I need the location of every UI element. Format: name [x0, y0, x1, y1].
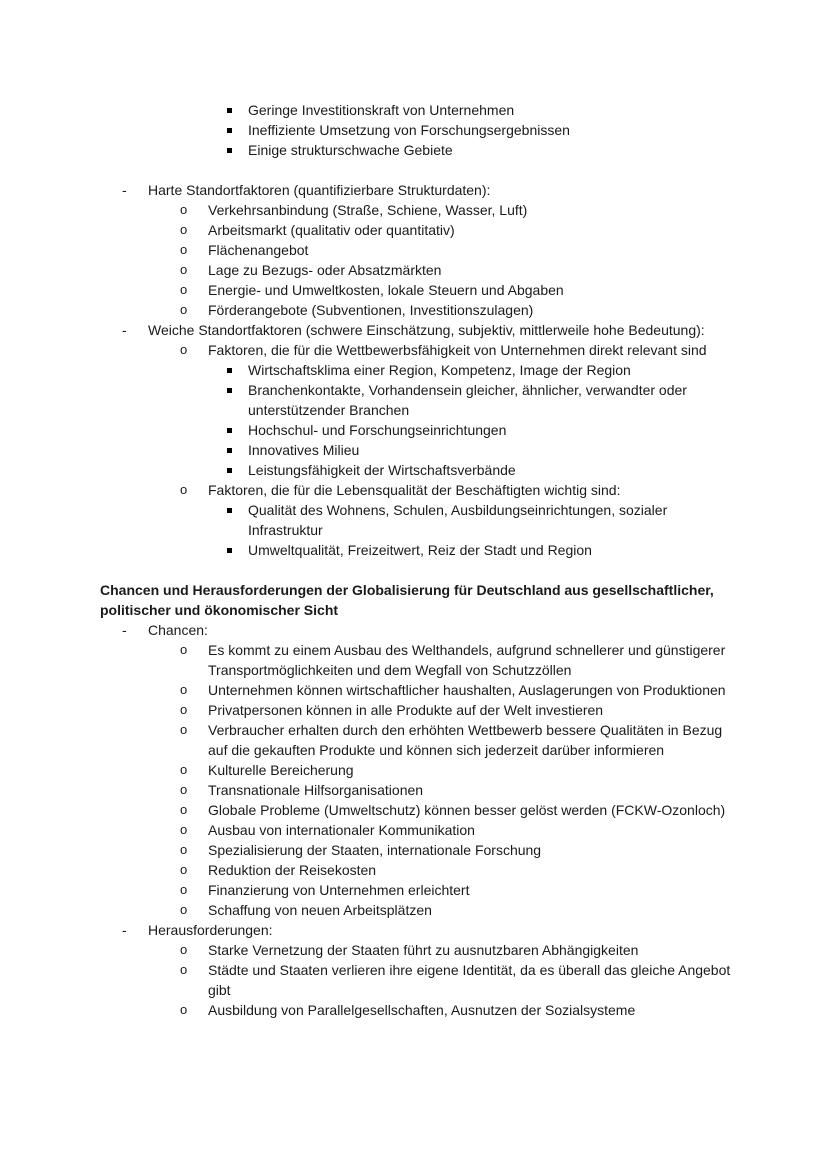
list-item	[100, 620, 740, 640]
list-item-text: Finanzierung von Unternehmen erleichtert	[208, 882, 470, 898]
list-item	[100, 940, 740, 960]
list-item-text: Branchenkontakte, Vorhandensein gleicher, ähnlicher, verwandter oder unterstützender Branchen	[248, 382, 687, 418]
list-item	[100, 240, 740, 260]
list-item	[100, 220, 740, 240]
list-item	[100, 900, 740, 920]
list-item-text: Es kommt zu einem Ausbau des Welthandels, aufgrund schnellerer und günstigerer Transportmöglichkeiten und dem Wegfall von Schutzzöllen	[208, 642, 726, 678]
paragraph-spacer	[100, 160, 740, 180]
list-item-text: Leistungsfähigkeit der Wirtschaftsverbände	[248, 462, 516, 478]
circle-bullet-icon: o	[180, 822, 188, 837]
square-bullet-icon	[227, 148, 232, 153]
list-item	[100, 300, 740, 320]
list-item-text: Unternehmen können wirtschaftlicher haushalten, Auslagerungen von Produktionen	[208, 682, 726, 698]
list-item	[100, 860, 740, 880]
list-item	[100, 760, 740, 780]
circle-bullet-icon: o	[180, 842, 188, 857]
list-item	[100, 380, 740, 420]
list-item-text: Faktoren, die für die Lebensqualität der Beschäftigten wichtig sind:	[208, 482, 621, 498]
list-item	[100, 260, 740, 280]
list-item	[100, 180, 740, 200]
list-item	[100, 500, 740, 540]
list-item-text: Städte und Staaten verlieren ihre eigene Identität, da es überall das gleiche Angebot gibt	[208, 962, 731, 998]
circle-bullet-icon: o	[180, 702, 188, 717]
circle-bullet-icon: o	[180, 302, 188, 317]
list-item	[100, 320, 740, 340]
list-item-text: Ineffiziente Umsetzung von Forschungsergebnissen	[248, 122, 570, 138]
circle-bullet-icon: o	[180, 342, 188, 357]
circle-bullet-icon: o	[180, 802, 188, 817]
list-item	[100, 540, 740, 560]
dash-bullet-icon: -	[122, 922, 127, 938]
list-item	[100, 840, 740, 860]
list-item-text: Arbeitsmarkt (qualitativ oder quantitativ)	[208, 222, 455, 238]
list-item-text: Wirtschaftsklima einer Region, Kompetenz, Image der Region	[248, 362, 631, 378]
list-item-text: Verbraucher erhalten durch den erhöhten Wettbewerb bessere Qualitäten in Bezug auf die gekauften Produkte und können sich jederzeit darüber informieren	[208, 722, 723, 758]
circle-bullet-icon: o	[180, 242, 188, 257]
circle-bullet-icon: o	[180, 282, 188, 297]
circle-bullet-icon: o	[180, 782, 188, 797]
list-item	[100, 420, 740, 440]
circle-bullet-icon: o	[180, 902, 188, 917]
list-item-text: Energie- und Umweltkosten, lokale Steuern und Abgaben	[208, 282, 564, 298]
list-item-text: Faktoren, die für die Wettbewerbsfähigkeit von Unternehmen direkt relevant sind	[208, 342, 707, 358]
list-item-text: Herausforderungen:	[148, 922, 273, 938]
list-item	[100, 440, 740, 460]
list-item	[100, 360, 740, 380]
square-bullet-icon	[227, 508, 232, 513]
list-item-text: Förderangebote (Subventionen, Investitionszulagen)	[208, 302, 534, 318]
list-item	[100, 100, 740, 120]
paragraph-spacer	[100, 560, 740, 580]
list-item	[100, 280, 740, 300]
list-item	[100, 480, 740, 500]
list-item	[100, 720, 740, 760]
list-item	[100, 1000, 740, 1020]
circle-bullet-icon: o	[180, 962, 188, 977]
dash-bullet-icon: -	[122, 322, 127, 338]
square-bullet-icon	[227, 388, 232, 393]
document-content	[100, 100, 740, 1020]
circle-bullet-icon: o	[180, 862, 188, 877]
list-item-text: Schaffung von neuen Arbeitsplätzen	[208, 902, 432, 918]
list-item-text: Ausbau von internationaler Kommunikation	[208, 822, 475, 838]
list-item	[100, 120, 740, 140]
circle-bullet-icon: o	[180, 642, 188, 657]
list-item-text: Globale Probleme (Umweltschutz) können besser gelöst werden (FCKW-Ozonloch)	[208, 802, 726, 818]
dash-bullet-icon: -	[122, 182, 127, 198]
list-item-text: Umweltqualität, Freizeitwert, Reiz der Stadt und Region	[248, 542, 592, 558]
list-item	[100, 340, 740, 360]
square-bullet-icon	[227, 428, 232, 433]
square-bullet-icon	[227, 448, 232, 453]
list-item	[100, 820, 740, 840]
circle-bullet-icon: o	[180, 482, 188, 497]
list-item-text: Verkehrsanbindung (Straße, Schiene, Wasser, Luft)	[208, 202, 528, 218]
list-item-text: Hochschul- und Forschungseinrichtungen	[248, 422, 507, 438]
list-item	[100, 200, 740, 220]
square-bullet-icon	[227, 468, 232, 473]
list-item	[100, 800, 740, 820]
list-item-text: Geringe Investitionskraft von Unternehmen	[248, 102, 515, 118]
list-item-text: Innovatives Milieu	[248, 442, 360, 458]
list-item-text: Reduktion der Reisekosten	[208, 862, 377, 878]
list-item-text: Flächenangebot	[208, 242, 309, 258]
list-item-text: Privatpersonen können in alle Produkte auf der Welt investieren	[208, 702, 604, 718]
list-item-text: Ausbildung von Parallelgesellschaften, Ausnutzen der Sozialsysteme	[208, 1002, 636, 1018]
circle-bullet-icon: o	[180, 722, 188, 737]
list-item-text: Harte Standortfaktoren (quantifizierbare Strukturdaten):	[148, 182, 491, 198]
list-item-text: Spezialisierung der Staaten, internationale Forschung	[208, 842, 542, 858]
list-item	[100, 700, 740, 720]
list-item-text: Transnationale Hilfsorganisationen	[208, 782, 424, 798]
list-item	[100, 780, 740, 800]
list-item	[100, 960, 740, 1000]
list-item	[100, 640, 740, 680]
list-item-text: Chancen:	[148, 622, 208, 638]
circle-bullet-icon: o	[180, 202, 188, 217]
circle-bullet-icon: o	[180, 942, 188, 957]
circle-bullet-icon: o	[180, 682, 188, 697]
list-item-text: Kulturelle Bereicherung	[208, 762, 354, 778]
list-item	[100, 920, 740, 940]
list-item	[100, 140, 740, 160]
list-item	[100, 680, 740, 700]
section-heading: Chancen und Herausforderungen der Globalisierung für Deutschland aus gesellschaftlicher, politischer und ökonomischer Sicht	[100, 582, 714, 618]
list-item-text: Starke Vernetzung der Staaten führt zu ausnutzbaren Abhängigkeiten	[208, 942, 639, 958]
list-item-text: Lage zu Bezugs- oder Absatzmärkten	[208, 262, 442, 278]
circle-bullet-icon: o	[180, 1002, 188, 1017]
list-item-text: Einige strukturschwache Gebiete	[248, 142, 453, 158]
list-item	[100, 880, 740, 900]
circle-bullet-icon: o	[180, 262, 188, 277]
dash-bullet-icon: -	[122, 622, 127, 638]
square-bullet-icon	[227, 368, 232, 373]
circle-bullet-icon: o	[180, 222, 188, 237]
list-item	[100, 460, 740, 480]
square-bullet-icon	[227, 128, 232, 133]
circle-bullet-icon: o	[180, 882, 188, 897]
circle-bullet-icon: o	[180, 762, 188, 777]
square-bullet-icon	[227, 108, 232, 113]
list-item-text: Qualität des Wohnens, Schulen, Ausbildungseinrichtungen, sozialer Infrastruktur	[248, 502, 668, 538]
square-bullet-icon	[227, 548, 232, 553]
list-item-text: Weiche Standortfaktoren (schwere Einschätzung, subjektiv, mittlerweile hohe Bedeutung):	[148, 322, 705, 338]
